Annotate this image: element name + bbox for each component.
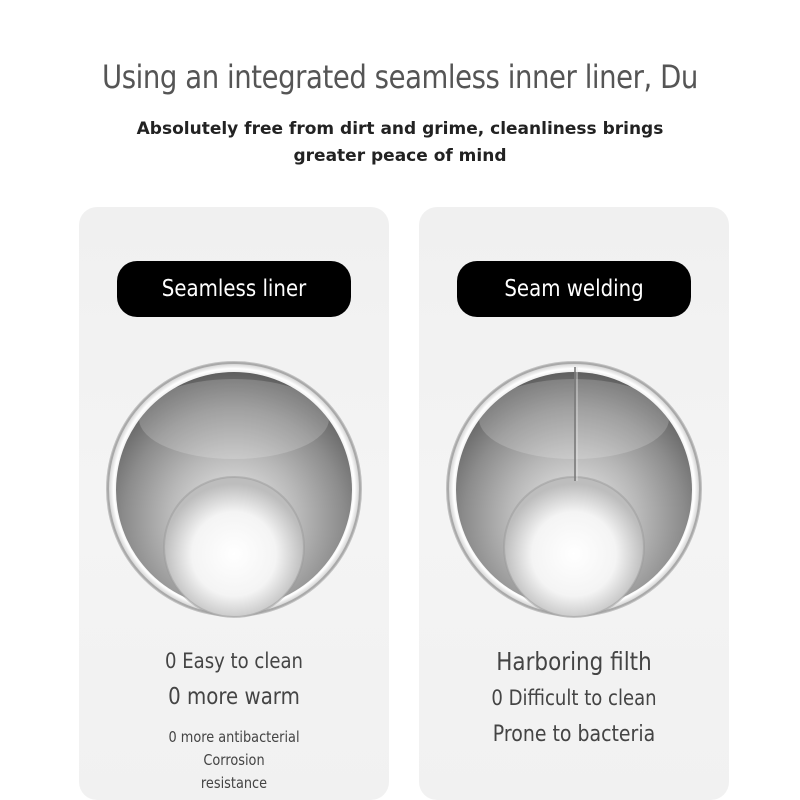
seamless-liner-label-badge — [117, 261, 351, 317]
seamless-liner-label: Seamless liner — [161, 276, 307, 302]
feature-resistance: resistance — [200, 774, 268, 792]
page-subheadline: Absolutely free from dirt and grime, cleanliness brings greater peace of mind — [136, 119, 664, 166]
seam-welding-feature-list — [419, 645, 729, 753]
feature-easy-to-clean: 0 Easy to clean — [164, 649, 303, 673]
page-headline: Using an integrated seamless inner liner, Du — [102, 58, 698, 96]
seamless-liner-feature-list — [79, 645, 389, 795]
feature-corrosion: Corrosion — [203, 751, 265, 769]
seam-welding-label-badge — [457, 261, 691, 317]
seamless-liner-card — [79, 207, 389, 800]
welded-cup-interior-image — [444, 359, 704, 619]
feature-more-warm: 0 more warm — [168, 684, 300, 710]
seamless-cup-interior-image — [104, 359, 364, 619]
feature-difficult-to-clean: 0 Difficult to clean — [491, 686, 657, 710]
seam-welding-label: Seam welding — [504, 276, 644, 302]
feature-prone-to-bacteria: Prone to bacteria — [492, 722, 656, 747]
feature-harboring-filth: Harboring filth — [496, 647, 652, 676]
feature-more-antibacterial: 0 more antibacterial — [168, 728, 300, 746]
seam-welding-card — [419, 207, 729, 800]
